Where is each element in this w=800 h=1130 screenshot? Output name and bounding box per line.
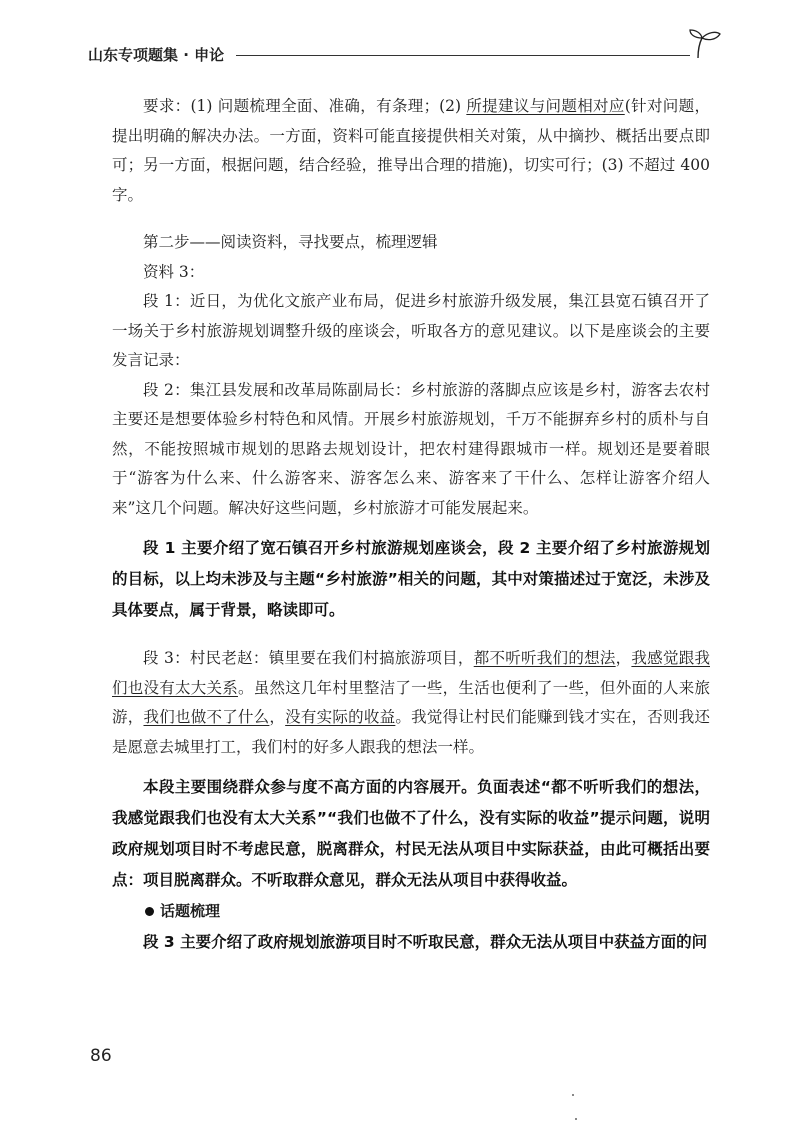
- analysis-paragraph-3: 段 3 主要介绍了政府规划旅游项目时不听取民意，群众无法从项目中获益方面的问: [143, 933, 708, 951]
- sprout-icon: [688, 28, 722, 60]
- para3-comma: ，: [615, 649, 632, 667]
- header-rule: [236, 55, 690, 56]
- para3-text-2: 。虽然这几年村里整洁了一些，生活也便利了一些，但外面的人来旅游，: [112, 678, 710, 726]
- scan-speck: [575, 1118, 577, 1120]
- requirement-text: 要求：(1) 问题梳理全面、准确，有条理；(2): [143, 97, 467, 115]
- para3-underline-2: 我感觉跟我们也没有太大关系: [112, 649, 710, 697]
- material-paragraph-3: [112, 644, 710, 762]
- header-title: 山东专项题集 · 申论: [88, 46, 225, 64]
- page-body: [112, 92, 710, 958]
- requirement-paragraph: [112, 92, 710, 210]
- step-heading: 第二步——阅读资料，寻找要点，梳理逻辑: [143, 233, 438, 251]
- scan-speck: [572, 1094, 574, 1096]
- para3-underline-3: 我们也做不了什么: [143, 708, 270, 726]
- bullet-icon: [145, 907, 154, 916]
- material-paragraph-2: 段 2：集江县发展和改革局陈副局长：乡村旅游的落脚点应该是乡村，游客去农村主要还是想要体验乡村特色和风情。开展乡村旅游规划，千万不能摒弃乡村的质朴与自然，不能按照城市规划的思路去规划设计，把农村建得跟城市一样。规划还是要着眼于“游客为什么来、什么游客来、游客怎么来、游客来了干什么、怎样让游客介绍人来”这几个问题。解决好这些问题，乡村旅游才可能发展起来。: [112, 380, 710, 517]
- page-number: 86: [90, 1046, 112, 1066]
- requirement-text-tail: (针对问题，提出明确的解决办法。一方面，资料可能直接提供相关对策，从中摘抄、概括出要点即可；另一方面，根据问题，结合经验，推导出合理的措施)，切实可行；(3) 不超过 400 字。: [112, 97, 710, 204]
- para3-underline-1: 都不听听我们的想法: [473, 649, 616, 667]
- material-label: 资料 3：: [143, 262, 205, 281]
- page-header: [0, 0, 800, 80]
- para3-comma-2: ，: [269, 708, 286, 726]
- para3-text-3: 。我觉得让村民们能赚到钱才实在，否则我还是愿意去城里打工，我们村的好多人跟我的想法一样。: [112, 708, 710, 756]
- para3-text: 段 3：村民老赵：镇里要在我们村搞旅游项目，: [143, 649, 474, 667]
- bullet-title: 话题梳理: [160, 902, 221, 920]
- material-paragraph-1: 段 1：近日，为优化文旅产业布局，促进乡村旅游升级发展，集江县宽石镇召开了一场关于乡村旅游规划调整升级的座谈会，听取各方的意见建议。以下是座谈会的主要发言记录：: [112, 292, 710, 369]
- analysis-paragraph-2: 本段主要围绕群众参与度不高方面的内容展开。负面表述“都不听听我们的想法，我感觉跟我们也没有太大关系”“我们也做不了什么，没有实际的收益”提示问题，说明政府规划项目时不考虑民意，脱离群众，村民无法从项目中实际获益，由此可概括出要点：项目脱离群众。不听取群众意见，群众无法从项目中获得收益。: [112, 778, 710, 889]
- analysis-paragraph-1: 段 1 主要介绍了宽石镇召开乡村旅游规划座谈会，段 2 主要介绍了乡村旅游规划的目标，以上均未涉及与主题“乡村旅游”相关的问题，其中对策描述过于宽泛，未涉及具体要点，属于背景，略读即可。: [112, 539, 710, 619]
- requirement-underlined: 所提建议与问题相对应: [466, 97, 625, 115]
- para3-underline-4: 没有实际的收益: [285, 708, 396, 726]
- topic-bullet: [112, 896, 710, 927]
